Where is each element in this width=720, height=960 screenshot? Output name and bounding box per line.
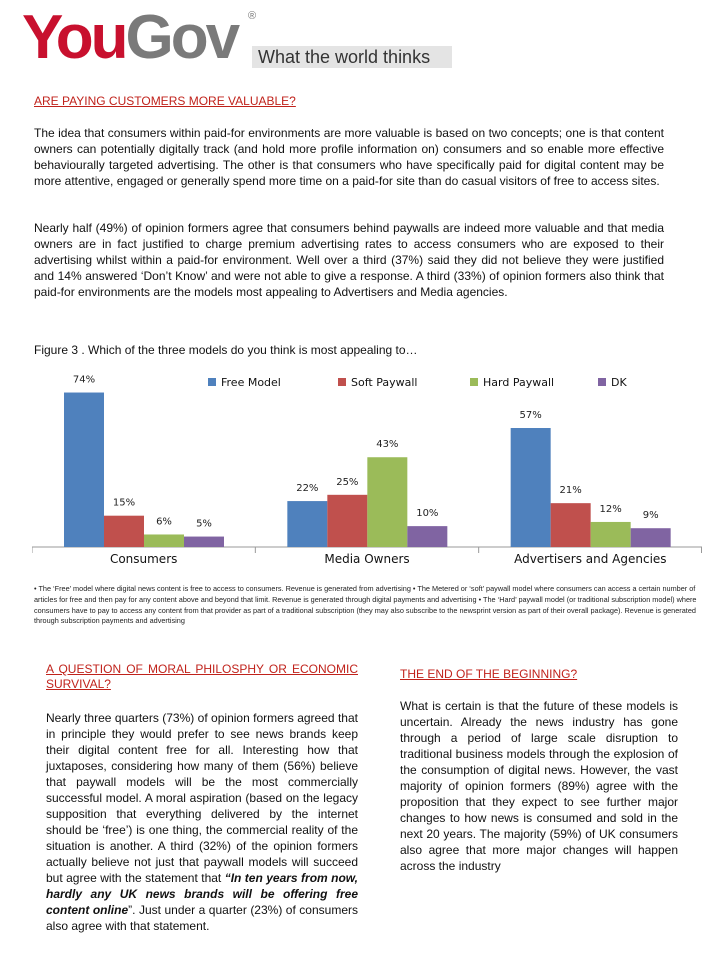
logo-gov: Gov (125, 3, 238, 72)
data-label: 43% (376, 439, 399, 451)
data-label: 57% (519, 410, 542, 422)
bar-dk (407, 526, 447, 547)
legend-label: Hard Paywall (483, 376, 555, 389)
legend-label: DK (611, 376, 627, 389)
logo-tagline: What the world thinks (252, 46, 452, 68)
paragraph-2: Nearly half (49%) of opinion formers agree that consumers behind paywalls are indeed more valuable and that media owners are in fact justified to charge premium advertising rates to access consumers who are exposed to their advertising whilst within a paid-for environment. Well over a third (37%) said they did not believe they were justified and 14% answered ‘Don’t Know’ and were not able to give a response. A third (33%) of opinion formers also think that paid-for environments are the models most appealing to Advertisers and Media agencies. (34, 221, 664, 299)
paragraph-moral-philosophy (46, 710, 358, 934)
legend-label: Free Model (221, 376, 281, 389)
bar-soft-paywall (104, 516, 144, 547)
logo-wordmark (22, 3, 238, 72)
bar-dk (184, 537, 224, 547)
bar-hard-paywall (367, 457, 407, 547)
paragraph-end-of-beginning: What is certain is that the future of these models is uncertain. Already the news industry has gone through a period of large scale disruption to traditional business models through the explosion of the consumption of digital news. However, the vast majority of opinion formers (89%) agree with the proposition that they expect to see further major changes to how news is consumed and sold in the next 20 years. The majority (59%) of UK consumers also agree that more major changes will happen across the industry (400, 699, 678, 873)
bar-chart (32, 360, 702, 580)
data-label: 6% (156, 516, 172, 528)
legend-swatch (338, 378, 346, 386)
paragraph-1: The idea that consumers within paid-for environments are more valuable is based on two concepts; one is that content owners can potentially digitally track (and hold more profile information on) consumers and so enable more effective behaviourally targeted advertising. The other is that consumers who have specifically paid for digital content may be more attentive, engaged or generally spend more time on a paid-for site than do casual visitors of free to access sites. (34, 126, 664, 188)
quote-text: “In ten years from now, hardly any UK news brands will be offering free content online (46, 871, 359, 917)
data-label: 74% (72, 374, 96, 386)
data-label: 25% (336, 476, 359, 488)
category-label: Consumers (109, 552, 178, 566)
bar-hard-paywall (144, 534, 184, 547)
figure-footnote: • The ‘Free’ model where digital news content is free to access to consumers. Revenue is generated from advertising • The Metered or ‘soft’ paywall model where consumers can access a certain number of articles for free and then pay for any content above and beyond that limit. Revenue is generated through digital payments and advertising • The ‘Hard’ paywall model (or traditional subscription model) where consumers have to pay to access any content from that provider as part of a traditional subscription (they may also subscribe to the newsprint version as part of their overall package). Revenue is generated through subscription payments and advertising (34, 584, 697, 626)
category-label: Advertisers and Agencies (514, 552, 667, 566)
bar-soft-paywall (551, 503, 591, 547)
body-text-b: ”. Just under a quarter (23%) of consumers also agree with that statement. (46, 903, 358, 933)
data-label: 21% (559, 485, 582, 497)
category-label: Media Owners (324, 552, 410, 566)
yougov-logo (22, 3, 452, 72)
legend-label: Soft Paywall (351, 376, 418, 389)
figure-title: Figure 3 . Which of the three models do you think is most appealing to… (34, 343, 418, 357)
bar-hard-paywall (591, 522, 631, 547)
data-label: 10% (416, 508, 439, 520)
data-label: 5% (196, 518, 212, 530)
body-text-a: Nearly three quarters (73%) of opinion formers agreed that in principle they would prefer to see news brands keep their digital content free for all. Interesting how that juxtaposes, considering how many of them (56%) believe that paywall models will be the most commercially successful model. A moral aspiration (based on the legacy supposition that everything delivered by the internet should be ‘free’) is one thing, the commercial reality of the situation is another. A third (32%) of the opinion formers actually believe not just that paywall models will succeed but agree with the statement that (46, 711, 358, 885)
data-label: 15% (112, 497, 136, 509)
bar-free-model (64, 393, 104, 547)
registered-mark: ® (248, 10, 257, 22)
data-label: 22% (296, 483, 319, 495)
legend-swatch (470, 378, 478, 386)
bar-free-model (287, 501, 327, 547)
bar-soft-paywall (327, 495, 367, 547)
bar-dk (631, 528, 671, 547)
logo-you: You (22, 3, 126, 72)
section-heading-moral-philosophy: A QUESTION OF MORAL PHILOSPHY OR ECONOMIC SURVIVAL? (46, 662, 358, 691)
section-heading-end-of-beginning: THE END OF THE BEGINNING? (400, 667, 578, 681)
legend-swatch (598, 378, 606, 386)
legend-swatch (208, 378, 216, 386)
section-heading-paying-customers: ARE PAYING CUSTOMERS MORE VALUABLE? (34, 94, 296, 108)
data-label: 12% (599, 503, 622, 515)
bar-free-model (511, 428, 551, 547)
data-label: 9% (642, 510, 659, 522)
